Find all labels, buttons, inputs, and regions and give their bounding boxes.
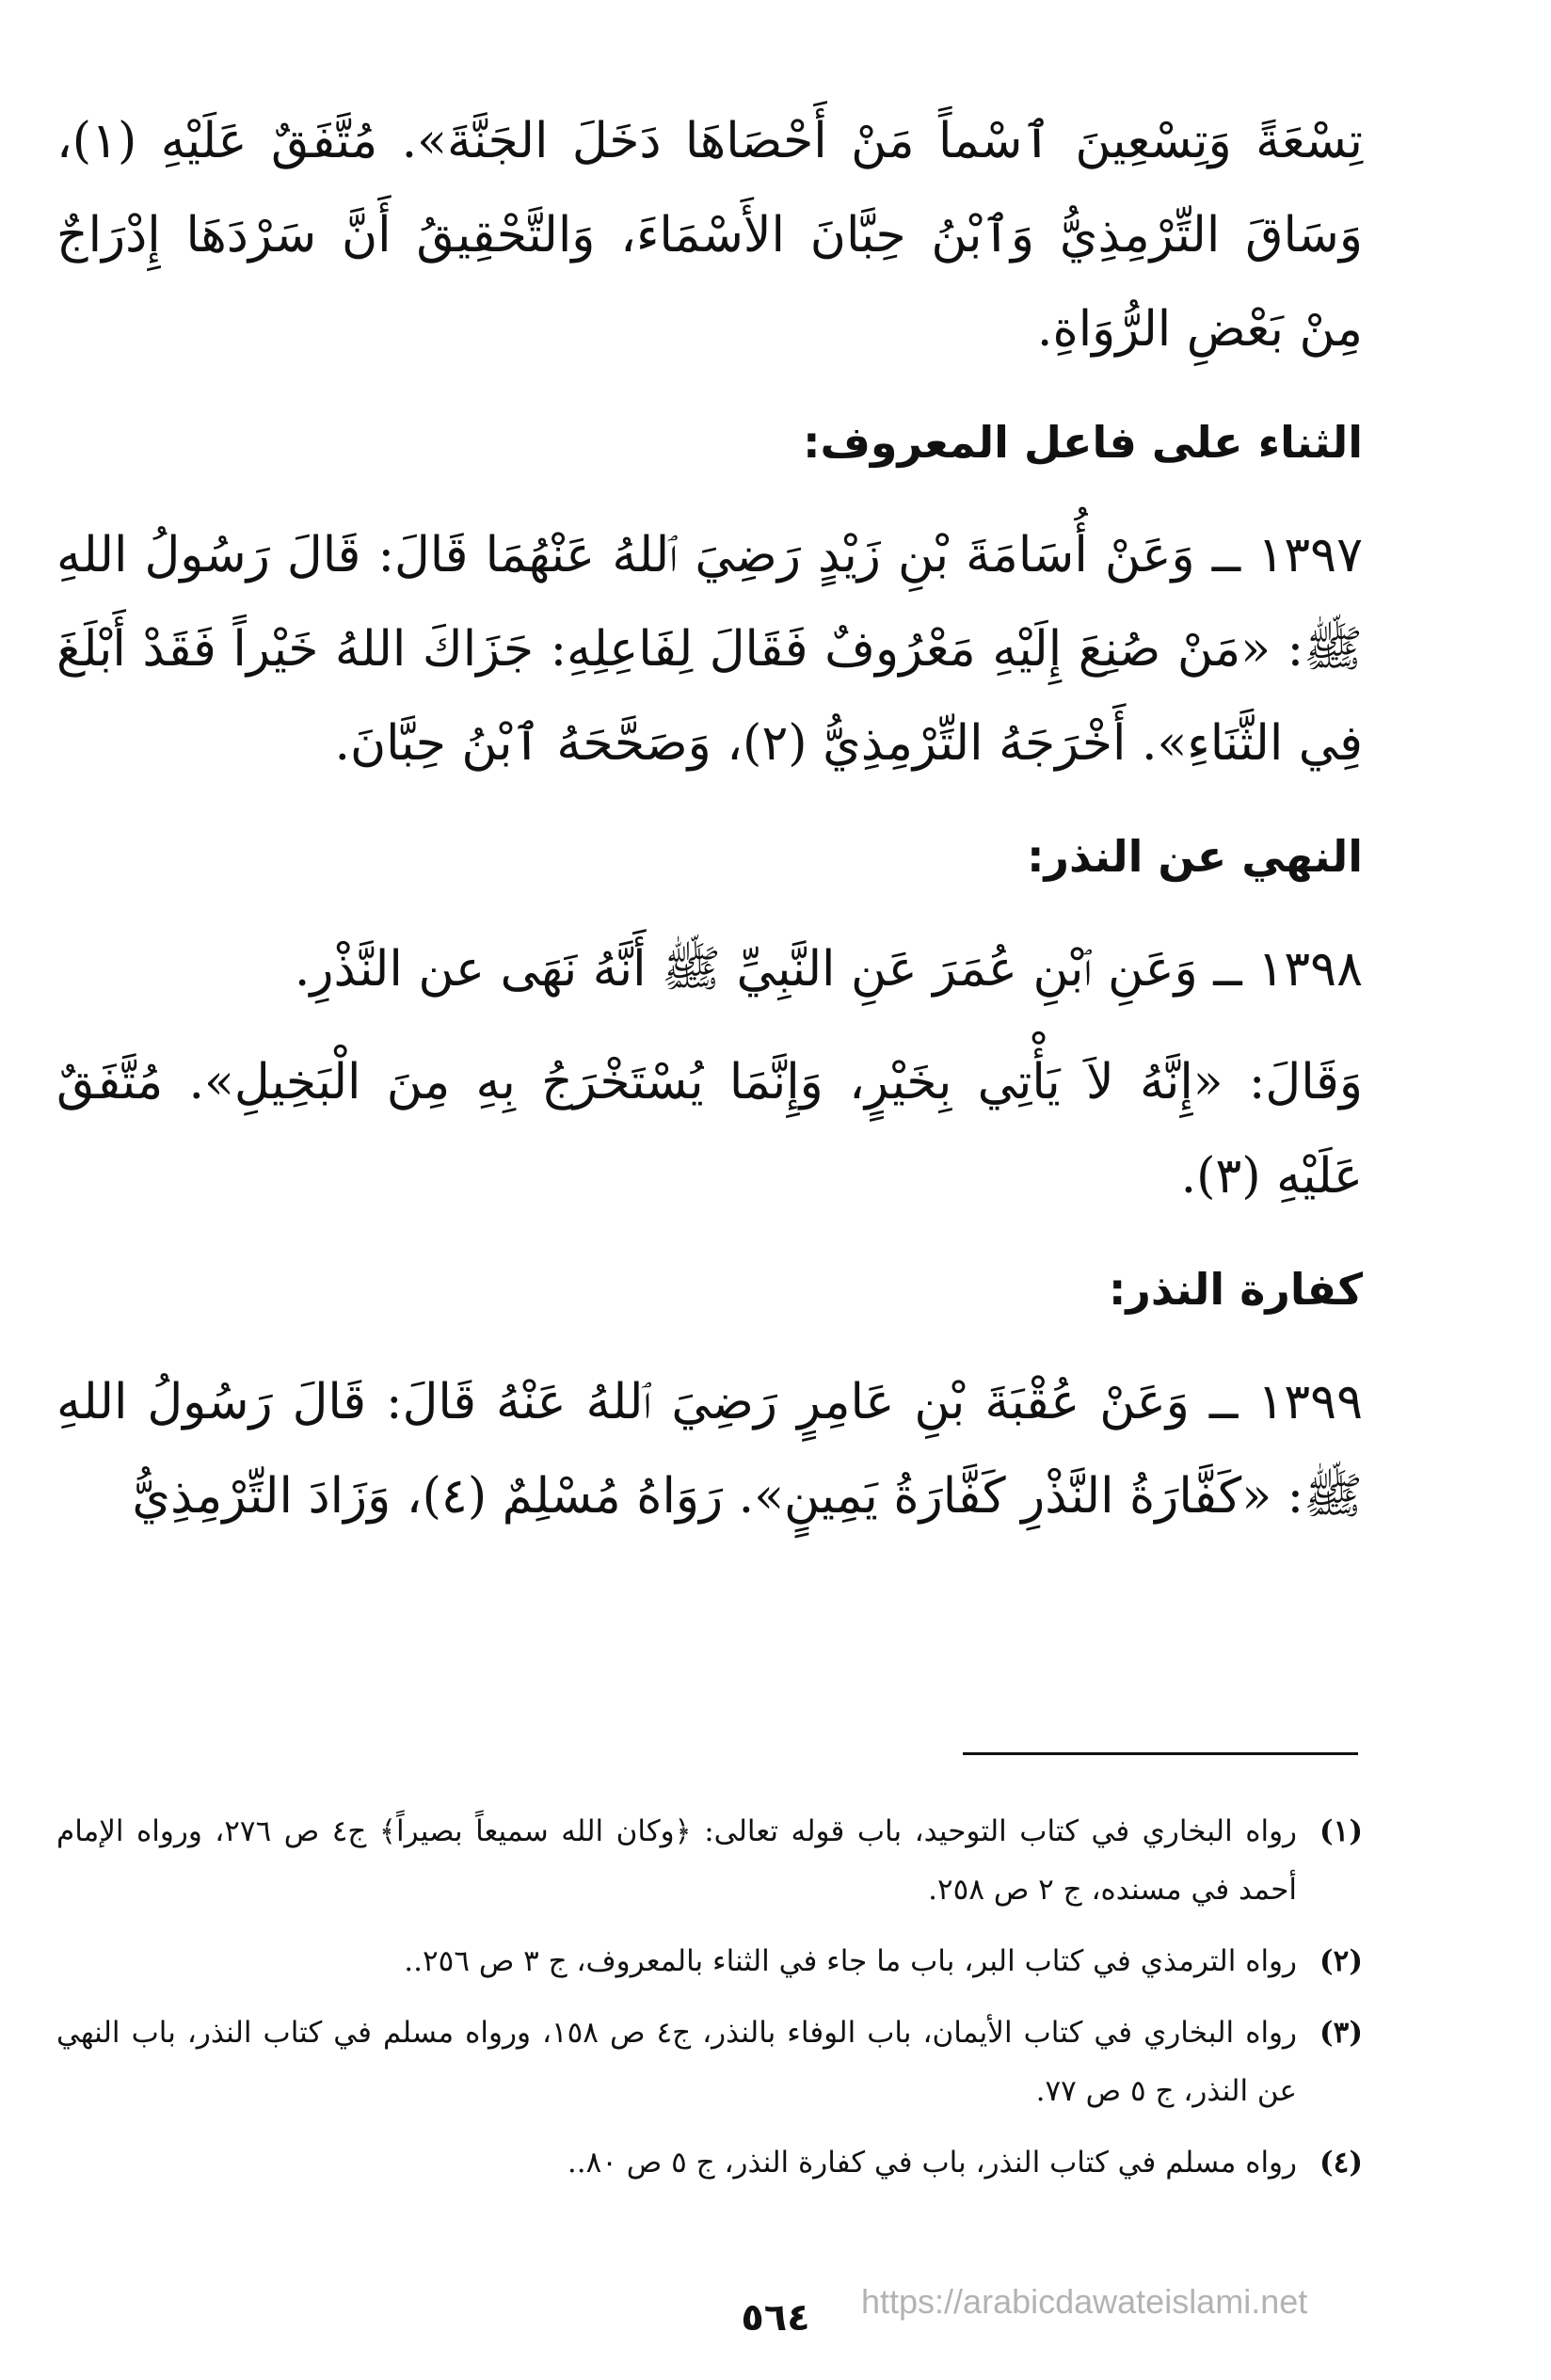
footnote-text: رواه الترمذي في كتاب البر، باب ما جاء في الثناء بالمعروف، ج ٣ ص ٢٥٦..: [404, 1944, 1297, 1978]
footnote-number: (٢): [1319, 1944, 1363, 1978]
section-heading-nadhr-prohibition: النهي عن النذر:: [1027, 831, 1363, 882]
footnote-text: رواه البخاري في كتاب التوحيد، باب قوله تعالى: ﴿وكان الله سميعاً بصيراً﴾ ج٤ ص ٢٧٦، ورواه الإمام أحمد في مسنده، ج ٢ ص ٢٥٨.: [56, 1814, 1298, 1907]
main-text: [56, 94, 1363, 1543]
section-heading-praise: الثناء على فاعل المعروف:: [803, 417, 1363, 468]
paragraph-continuation: تِسْعَةً وَتِسْعِينَ ٱسْماً مَنْ أَحْصَاهَا دَخَلَ الجَنَّةَ». مُتَّفَقٌ عَلَيْهِ (١)، وَسَاقَ التِّرْمِذِيُّ وَٱبْنُ حِبَّانَ الأَسْمَاءَ، وَالتَّحْقِيقُ أَنَّ سَرْدَهَا إِدْرَاجٌ مِنْ بَعْضِ الرُّوَاةِ.: [56, 113, 1363, 358]
footnote: [56, 1802, 1363, 1919]
section-heading-nadhr-expiation: كفارة النذر:: [1108, 1264, 1363, 1315]
hadith-1398-continued: وَقَالَ: «إِنَّهُ لاَ يَأْتِي بِخَيْرٍ، وَإِنَّمَا يُسْتَخْرَجُ بِهِ مِنَ الْبَخِيلِ». مُتَّفَقٌ عَلَيْهِ (٣).: [56, 1054, 1364, 1205]
footnotes: [56, 1802, 1363, 2205]
footnote: [56, 1932, 1363, 1990]
footnote-text: رواه مسلم في كتاب النذر، باب في كفارة النذر، ج ٥ ص ٨٠..: [567, 2146, 1297, 2180]
footnote: [56, 2133, 1363, 2192]
footnote: [56, 2004, 1363, 2120]
page-number: ٥٦٤: [741, 2296, 810, 2340]
footnote-text: رواه البخاري في كتاب الأيمان، باب الوفاء بالنذر، ج٤ ص ١٥٨، ورواه مسلم في كتاب النذر، باب النهي عن النذر، ج ٥ ص ٧٧.: [56, 2016, 1297, 2108]
watermark-url: https://arabicdawateislami.net: [861, 2282, 1308, 2321]
footnote-number: (٤): [1319, 2146, 1363, 2180]
footnote-number: (٣): [1319, 2016, 1363, 2050]
hadith-1397: ١٣٩٧ ــ وَعَنْ أُسَامَةَ بْنِ زَيْدٍ رَضِيَ ٱللهُ عَنْهُمَا قَالَ: قَالَ رَسُولُ اللهِ ﷺ: «مَنْ صُنِعَ إِلَيْهِ مَعْرُوفٌ فَقَالَ لِفَاعِلِهِ: جَزَاكَ اللهُ خَيْراً فَقَدْ أَبْلَغَ فِي الثَّنَاءِ». أَخْرَجَهُ التِّرْمِذِيُّ (٢)، وَصَحَّحَهُ ٱبْنُ حِبَّانَ.: [56, 527, 1363, 772]
footnote-number: (١): [1319, 1814, 1363, 1848]
hadith-1398: ١٣٩٨ ــ وَعَنِ ٱبْنِ عُمَرَ عَنِ النَّبِيِّ ﷺ أَنَّهُ نَهَى عن النَّذْرِ.: [294, 941, 1363, 998]
footnote-divider: [963, 1752, 1358, 1755]
hadith-1399: ١٣٩٩ ــ وَعَنْ عُقْبَةَ بْنِ عَامِرٍ رَضِيَ ٱللهُ عَنْهُ قَالَ: قَالَ رَسُولُ اللهِ ﷺ: «كَفَّارَةُ النَّذْرِ كَفَّارَةُ يَمِينٍ». رَوَاهُ مُسْلِمٌ (٤)، وَزَادَ التِّرْمِذِيُّ: [56, 1374, 1363, 1525]
